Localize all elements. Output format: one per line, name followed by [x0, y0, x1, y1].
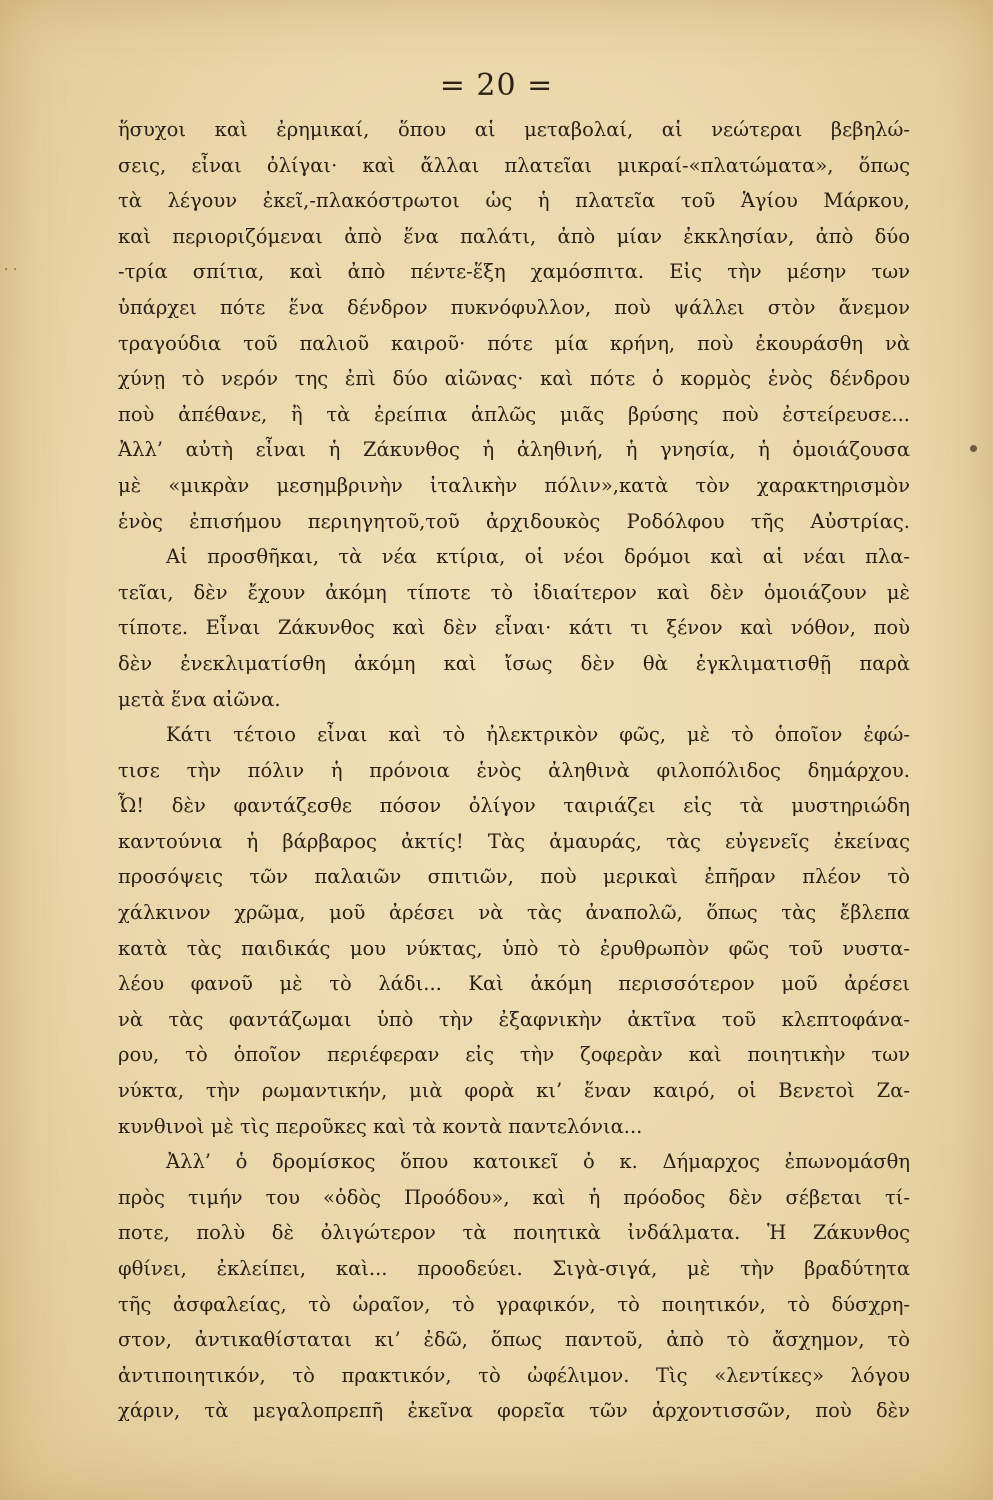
text-line: κατὰ τὰς παιδικάς μου νύκτας, ὑπὸ τὸ ἐρυθρωπὸν φῶς τοῦ νυστα- [118, 936, 910, 960]
text-line: προσόψεις τῶν παλαιῶν σπιτιῶν, ποὺ μερικαὶ ἐπῆραν πλέον τὸ [118, 865, 910, 889]
text-line: τραγούδια τοῦ παλιοῦ καιροῦ· πότε μία κρήνη, ποὺ ἐκουράσθη νὰ [118, 331, 910, 355]
text-line: χάλκινον χρῶμα, μοῦ ἀρέσει νὰ τὰς ἀναπολῶ, ὅπως τὰς ἔβλεπα [118, 901, 910, 925]
text-line: χάριν, τὰ μεγαλοπρεπῆ ἐκεῖνα φορεῖα τῶν ἀρχοντισσῶν, ποὺ δὲν [118, 1399, 910, 1423]
body-text [118, 112, 910, 1429]
text-line: ἑνὸς ἐπισήμου περιηγητοῦ,τοῦ ἀρχιδουκὸς Ροδόλφου τῆς Αὐστρίας. [118, 509, 910, 533]
margin-dot [970, 445, 977, 452]
text-line: σεις, εἶναι ὀλίγαι· καὶ ἄλλαι πλατεῖαι μικραί-«πλατώματα», ὅπως [118, 153, 910, 177]
text-line: ποὺ ἀπέθανε, ἢ τὰ ἐρείπια ἁπλῶς μιᾶς βρύσης ποὺ ἐστείρευσε... [118, 402, 910, 426]
text-line: τισε τὴν πόλιν ἡ πρόνοια ἑνὸς ἀληθινὰ φιλοπόλιδος δημάρχου. [118, 758, 910, 782]
text-line: Ἀλλ’ ὁ δρομίσκος ὅπου κατοικεῖ ὁ κ. Δήμαρχος ἐπωνομάσθη [166, 1150, 910, 1174]
text-line: κυνθινοὶ μὲ τὶς περοῦκες καὶ τὰ κοντὰ παντελόνια... [118, 1114, 643, 1138]
text-line: καντούνια ἡ βάρβαρος ἀκτίς! Τὰς ἀμαυράς, τὰς εὐγενεῖς ἐκείνας [118, 829, 910, 853]
text-line: Αἱ προσθῆκαι, τὰ νέα κτίρια, οἱ νέοι δρόμοι καὶ αἱ νέαι πλα- [166, 545, 910, 569]
text-line: -τρία σπίτια, καὶ ἀπὸ πέντε-ἕξη χαμόσπιτα. Εἰς τὴν μέσην των [118, 260, 910, 284]
margin-marks: · · [4, 262, 18, 278]
text-line: Ὦ! δὲν φαντάζεσθε πόσον ὀλίγον ταιριάζει εἰς τὰ μυστηριώδη [118, 794, 910, 818]
text-line: τίποτε. Εἶναι Ζάκυνθος καὶ δὲν εἶναι· κάτι τι ξένον καὶ νόθον, ποὺ [118, 616, 910, 640]
text-line: ποτε, πολὺ δὲ ὀλιγώτερον τὰ ποιητικὰ ἰνδάλματα. Ἡ Ζάκυνθος [118, 1221, 910, 1245]
text-line: καὶ περιοριζόμεναι ἀπὸ ἕνα παλάτι, ἀπὸ μίαν ἐκκλησίαν, ἀπὸ δύο [118, 224, 910, 248]
text-line: μετὰ ἕνα αἰῶνα. [118, 687, 281, 711]
text-line: τεῖαι, δὲν ἔχουν ἀκόμη τίποτε τὸ ἰδιαίτερον καὶ δὲν ὁμοιάζουν μὲ [118, 580, 910, 604]
text-line: ἀντιποιητικόν, τὸ πρακτικόν, τὸ ὠφέλιμον. Τὶς «λεντίκες» λόγου [118, 1363, 910, 1387]
text-line: τὰ λέγουν ἐκεῖ,-πλακόστρωτοι ὡς ἡ πλατεῖα τοῦ Ἁγίου Μάρκου, [118, 189, 910, 213]
text-line: ρου, τὸ ὁποῖον περιέφεραν εἰς τὴν ζοφερὰν καὶ ποιητικὴν των [118, 1043, 910, 1067]
text-line: φθίνει, ἐκλείπει, καὶ... προοδεύει. Σιγὰ-σιγά, μὲ τὴν βραδύτητα [118, 1257, 910, 1280]
text-line: νὰ τὰς φαντάζωμαι ὑπὸ τὴν ἐξαφνικὴν ἀκτῖνα τοῦ κλεπτοφάνα- [118, 1007, 910, 1031]
text-line: λέου φανοῦ μὲ τὸ λάδι... Καὶ ἀκόμη περισσότερον μοῦ ἀρέσει [118, 972, 910, 996]
page-number: = 20 = [439, 68, 554, 103]
text-line: πρὸς τιμήν του «ὁδὸς Προόδου», καὶ ἡ πρόοδος δὲν σέβεται τί- [118, 1185, 910, 1209]
text-line: μὲ «μικρὰν μεσημβρινὴν ἰταλικὴν πόλιν»,κατὰ τὸν χαρακτηρισμὸν [118, 473, 910, 497]
text-line: νύκτα, τὴν ρωμαντικήν, μιὰ φορὰ κι’ ἕναν καιρό, οἱ Βενετοὶ Ζα- [118, 1079, 910, 1103]
text-line: τῆς ἀσφαλείας, τὸ ὡραῖον, τὸ γραφικόν, τὸ ποιητικόν, τὸ δύσχρη- [118, 1292, 910, 1316]
text-line: στον, ἀντικαθίσταται κι’ ἐδῶ, ὅπως παντοῦ, ἀπὸ τὸ ἄσχημον, τὸ [118, 1328, 910, 1352]
text-line: Κάτι τέτοιο εἶναι καὶ τὸ ἠλεκτρικὸν φῶς, μὲ τὸ ὁποῖον ἐφώ- [166, 723, 910, 747]
text-line: χύνῃ τὸ νερόν της ἐπὶ δύο αἰῶνας· καὶ πότε ὁ κορμὸς ἑνὸς δένδρου [118, 367, 910, 391]
text-line: ἥσυχοι καὶ ἐρημικαί, ὅπου αἱ μεταβολαί, αἱ νεώτεραι βεβηλώ- [118, 118, 910, 141]
text-line: ὑπάρχει πότε ἕνα δένδρον πυκνόφυλλον, ποὺ ψάλλει στὸν ἄνεμον [118, 295, 910, 319]
text-line: Ἀλλ’ αὐτὴ εἶναι ἡ Ζάκυνθος ἡ ἀληθινή, ἡ γνησία, ἡ ὁμοιάζουσα [118, 438, 910, 462]
text-line: δὲν ἐνεκλιματίσθη ἀκόμη καὶ ἴσως δὲν θὰ ἐγκλιματισθῇ παρὰ [118, 651, 910, 675]
